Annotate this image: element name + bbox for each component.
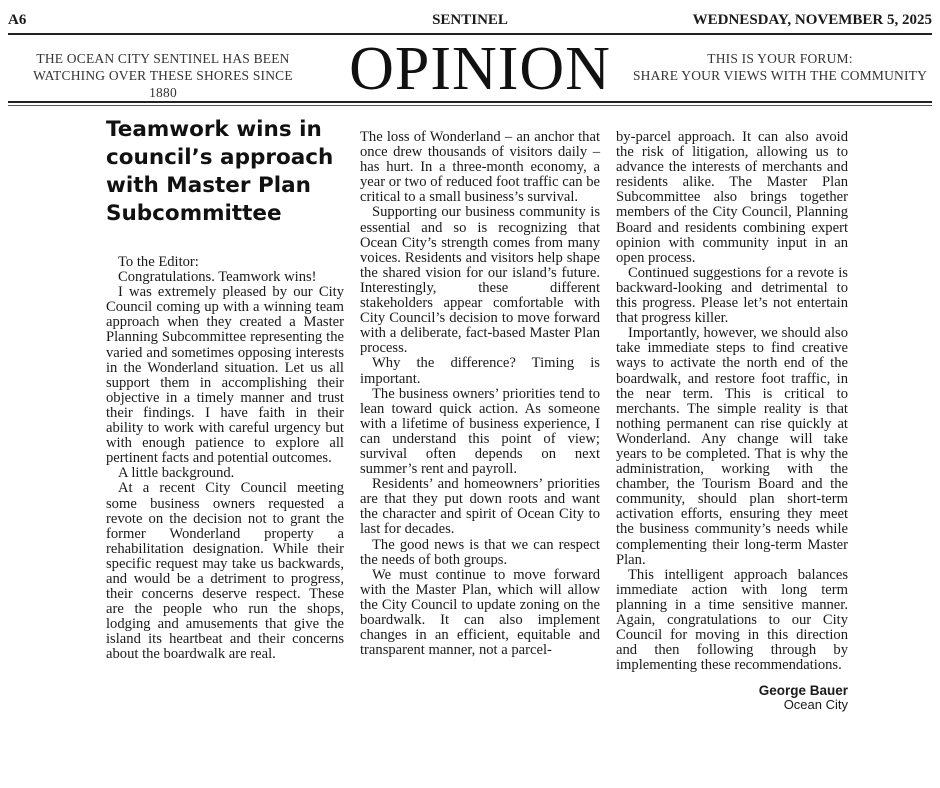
salutation: To the Editor: <box>118 254 199 270</box>
paragraph-4-part-a: At a recent City Council meeting some business owners requested a revote on the decision not to grant the former Wonderland property a rehabilitation designation. While their specific request may take us backwards, and would be a detriment to progress, their concerns deserve respect. These are the people who run the shops, lodging and amusements that give the island its heartbeat and their concerns about the boardwalk are real. <box>106 480 344 663</box>
paragraph-9: The good news is that we can respect the needs of both groups. <box>360 536 600 568</box>
paragraph-10 <box>360 568 600 659</box>
paragraph-12: Importantly, however, we should also take immediate steps to find creative ways to activate the north end of the boardwalk, and restore foot traffic, in the near term. This is critical to merchants. The simple reality is that nothing permanent can rise quickly at Wonderland. Any change will take years to be completed. That is why the administration, working with the chamber, the Tourism Board and the community, should plan short-term activation efforts, ensuring they meet the business community’s needs while complementing their long-term Master Plan. <box>616 325 848 568</box>
paragraph-6: Why the difference? Timing is important. <box>360 355 600 387</box>
column-2 <box>360 130 600 658</box>
right-tagline-line1: THIS IS YOUR FORUM: <box>707 51 853 66</box>
right-tagline-line2: SHARE YOUR VIEWS WITH THE COMMUNITY <box>632 68 928 83</box>
paragraph-10-part-a: We must continue to move forward with the Master Plan, which will allow the City Council to update zoning on the boardwalk. It can also implement changes in an efficient, equitable and transparent manner, not a parcel- <box>360 566 600 659</box>
masthead-rule <box>8 101 932 103</box>
paragraph-7: The business owners’ priorities tend to lean toward quick action. As someone with a lifetime of business experience, I can understand this point of view; survival often depends on next summer’s rent and payroll. <box>360 385 600 478</box>
left-tagline-line2: WATCHING OVER THESE SHORES SINCE 1880 <box>33 68 293 100</box>
author-name: George Bauer <box>758 683 848 699</box>
issue-date: WEDNESDAY, NOVEMBER 5, 2025 <box>692 12 932 28</box>
section-title: OPINION <box>349 35 611 103</box>
column-1 <box>106 116 344 663</box>
column-3 <box>616 130 848 712</box>
paragraph-11: Continued suggestions for a revote is backward-looking and detrimental to this progress. Please let’s not entertain that progress killer. <box>616 264 848 327</box>
signature <box>616 683 848 712</box>
masthead-right-tagline <box>630 50 930 84</box>
paragraph-2: I was extremely pleased by our City Council coming up with a winning team approach when they created a Master Planning Subcommittee representing the varied and sometimes opposing interests in the Wonderland situation. Let us all support them in accomplishing their objective in a timely manner and trust their findings. I have faith in their ability to work with careful urgency but with enough patience to explore all pertinent facts and potential outcomes. <box>106 284 344 467</box>
paragraph-10-continued: by-parcel approach. It can also avoid the risk of litigation, allowing us to advance the interests of merchants and residents alike. The Master Plan Subcommittee also brings together members of the City Council, Planning Board and residents combining expert opinion with community input in an open process. <box>616 129 848 266</box>
paragraph-13: This intelligent approach balances immediate action with long term planning in a time sensitive manner. Again, congratulations to our City Council for moving in this direction and then following through by implementing these recommendations. <box>616 566 848 674</box>
paper-name: SENTINEL <box>432 12 508 28</box>
paragraph-5: Supporting our business community is essential and so is recognizing that Ocean City’s strength comes from many voices. Residents and visitors help shape the shared vision for our island’s future. Interestingly, these different stakeholders appear comfortable with City Council’s decision to move forward with a deliberate, fact-based Master Plan process. <box>360 204 600 357</box>
masthead-left-tagline <box>18 50 308 101</box>
paragraph-1: Congratulations. Teamwork wins! <box>118 269 317 286</box>
paragraph-4 <box>106 481 344 662</box>
page-number: A6 <box>8 12 27 28</box>
masthead-rule-thin <box>8 105 932 106</box>
paragraph-3: A little background. <box>118 465 235 482</box>
author-location: Ocean City <box>783 697 848 713</box>
paragraph-8: Residents’ and homeowners’ priorities are that they put down roots and want the character and spirit of Ocean City to last for decades. <box>360 476 600 538</box>
paragraph-4-continued: The loss of Wonderland – an anchor that once drew thousands of visitors daily – has hurt. In a three-month economy, a year or two of reduced foot traffic can be critical to a small business’s survival. <box>360 129 600 206</box>
letter-headline: Teamwork wins in council’s approach with Master Plan Subcommittee <box>106 117 334 226</box>
page-header <box>8 12 932 28</box>
left-tagline-line1: THE OCEAN CITY SENTINEL HAS BEEN <box>36 51 290 66</box>
